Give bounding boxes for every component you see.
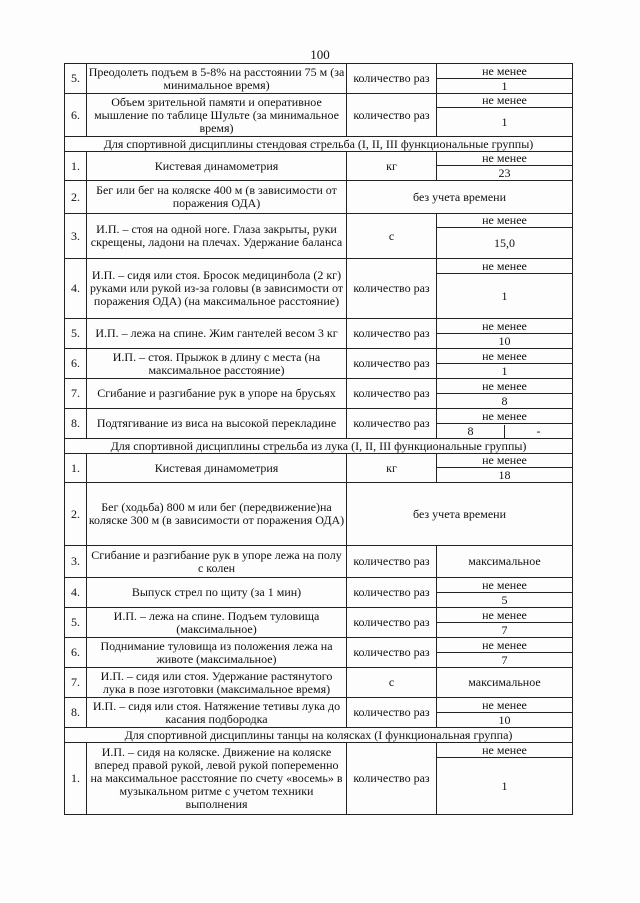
norm-value: 7 [437, 653, 573, 668]
exercise-name: Бег или бег на коляске 400 м (в зависимости от поражения ОДА) [87, 181, 347, 214]
norm-qualifier: не менее [437, 578, 573, 593]
table-row [65, 409, 573, 424]
norm-value: 8 [437, 394, 573, 409]
norm-value: 5 [437, 593, 573, 608]
exercise-name: Выпуск стрел по щиту (за 1 мин) [87, 578, 347, 608]
norm-qualifier: не менее [437, 698, 573, 713]
split-values [437, 425, 572, 438]
exercise-name: И.П. – стоя. Прыжок в длину с места (на максимальное расстояние) [87, 349, 347, 379]
norm-value: 1 [437, 364, 573, 379]
exercise-name: И.П. – сидя или стоя. Бросок медицинбола (2 кг) руками или рукой из-за головы (в зависимости от поражения ОДА) (на максимальное расстояние) [87, 259, 347, 319]
unit: количество раз [347, 259, 437, 319]
unit: кг [347, 152, 437, 181]
exercise-name: Сгибание и разгибание рук в упоре на брусьях [87, 379, 347, 409]
norm-qualifier: не менее [437, 743, 573, 758]
exercise-name: И.П. – лежа на спине. Подъем туловища (максимальное) [87, 608, 347, 638]
norm-value: максимальное [437, 668, 573, 698]
norm-value: 8 [437, 425, 505, 438]
norm-qualifier: не менее [437, 608, 573, 623]
table-row [65, 64, 573, 79]
table-row [65, 181, 573, 214]
exercise-number: 1. [65, 743, 87, 815]
exercise-number: 2. [65, 181, 87, 214]
table-row [65, 638, 573, 653]
table-row [65, 608, 573, 623]
norm-qualifier: не менее [437, 259, 573, 274]
exercise-number: 6. [65, 349, 87, 379]
unit: количество раз [347, 349, 437, 379]
exercise-number: 6. [65, 94, 87, 137]
table-row [65, 454, 573, 468]
norm-value: 15,0 [437, 228, 573, 259]
unit: кг [347, 454, 437, 483]
unit: количество раз [347, 578, 437, 608]
norm-qualifier: не менее [437, 638, 573, 653]
norm-value: 18 [437, 468, 573, 483]
norm-value: 1 [437, 79, 573, 94]
unit: количество раз [347, 743, 437, 815]
table-row [65, 483, 573, 546]
norm-qualifier: не менее [437, 319, 573, 334]
exercise-number: 6. [65, 638, 87, 668]
norm-value: 7 [437, 623, 573, 638]
norm-qualifier: не менее [437, 94, 573, 108]
section-title: Для спортивной дисциплины стендовая стрельба (I, II, III функциональные группы) [65, 137, 573, 152]
table-row [65, 578, 573, 593]
table-row [65, 698, 573, 713]
table-row [65, 668, 573, 698]
unit: количество раз [347, 94, 437, 137]
table-row [65, 152, 573, 166]
norm-qualifier: не менее [437, 152, 573, 166]
norm-value: 23 [437, 166, 573, 181]
exercise-name: Подтягивание из виса на высокой перекладине [87, 409, 347, 439]
norm-qualifier: не менее [437, 214, 573, 228]
exercise-number: 2. [65, 483, 87, 546]
exercise-name: Поднимание туловища из положения лежа на животе (максимальное) [87, 638, 347, 668]
section-title: Для спортивной дисциплины стрельба из лука (I, II, III функциональные группы) [65, 439, 573, 454]
time-note: без учета времени [347, 181, 573, 214]
exercise-number: 7. [65, 379, 87, 409]
exercise-name: И.П. – стоя на одной ноге. Глаза закрыты, руки скрещены, ладони на плечах. Удержание баланса [87, 214, 347, 259]
table-row [65, 214, 573, 228]
exercise-number: 1. [65, 454, 87, 483]
norm-value-split [437, 424, 573, 439]
unit: количество раз [347, 698, 437, 728]
table-row [65, 349, 573, 364]
exercise-name: И.П. – лежа на спине. Жим гантелей весом 3 кг [87, 319, 347, 349]
table-row [65, 319, 573, 334]
exercise-name: Бег (ходьба) 800 м или бег (передвижение)на коляске 300 м (в зависимости от поражения ОДА) [87, 483, 347, 546]
table-row [65, 379, 573, 394]
unit: с [347, 214, 437, 259]
exercise-number: 8. [65, 698, 87, 728]
exercise-name: И.П. – сидя или стоя. Натяжение тетивы лука до касания подбородка [87, 698, 347, 728]
page-number: 100 [310, 47, 330, 62]
exercise-name: Сгибание и разгибание рук в упоре лежа на полу с колен [87, 546, 347, 578]
norm-value-secondary: - [536, 423, 541, 438]
exercise-name: Объем зрительной памяти и оперативное мышление по таблице Шульте (за минимальное время) [87, 94, 347, 137]
table-row [65, 94, 573, 108]
section-header-row [65, 137, 573, 152]
exercise-number: 7. [65, 668, 87, 698]
norm-qualifier: не менее [437, 454, 573, 468]
time-note: без учета времени [347, 483, 573, 546]
norm-value: 1 [437, 108, 573, 137]
norm-value: 1 [437, 274, 573, 319]
table-row [65, 259, 573, 274]
norm-value: 10 [437, 713, 573, 728]
exercise-name: Преодолеть подъем в 5-8% на расстоянии 75 м (за минимальное время) [87, 64, 347, 94]
unit: количество раз [347, 546, 437, 578]
unit: количество раз [347, 409, 437, 439]
norm-value: максимальное [437, 546, 573, 578]
norm-qualifier: не менее [437, 64, 573, 79]
exercise-number: 4. [65, 578, 87, 608]
exercise-name: Кистевая динамометрия [87, 454, 347, 483]
exercise-number: 1. [65, 152, 87, 181]
section-title: Для спортивной дисциплины танцы на колясках (I функциональная группа) [65, 728, 573, 743]
unit: количество раз [347, 64, 437, 94]
unit: количество раз [347, 379, 437, 409]
exercise-number: 3. [65, 546, 87, 578]
exercise-name: И.П. – сидя на коляске. Движение на коляске вперед правой рукой, левой рукой попеременно на максимальное расстояние по счету «восемь» в музыкальном ритме с учетом техники выполнения [87, 743, 347, 815]
norms-table [64, 63, 573, 815]
exercise-name: Кистевая динамометрия [87, 152, 347, 181]
exercise-name: И.П. – сидя или стоя. Удержание растянутого лука в позе изготовки (максимальное время) [87, 668, 347, 698]
table-row [65, 743, 573, 758]
norm-value: 10 [437, 334, 573, 349]
table-row [65, 546, 573, 578]
exercise-number: 4. [65, 259, 87, 319]
exercise-number: 5. [65, 64, 87, 94]
section-header-row [65, 439, 573, 454]
norm-qualifier: не менее [437, 349, 573, 364]
unit: количество раз [347, 638, 437, 668]
norm-qualifier: не менее [437, 409, 573, 424]
exercise-number: 3. [65, 214, 87, 259]
unit: количество раз [347, 319, 437, 349]
exercise-number: 5. [65, 608, 87, 638]
norm-value: 1 [437, 758, 573, 815]
exercise-number: 8. [65, 409, 87, 439]
exercise-number: 5. [65, 319, 87, 349]
unit: количество раз [347, 608, 437, 638]
section-header-row [65, 728, 573, 743]
unit: с [347, 668, 437, 698]
norm-qualifier: не менее [437, 379, 573, 394]
